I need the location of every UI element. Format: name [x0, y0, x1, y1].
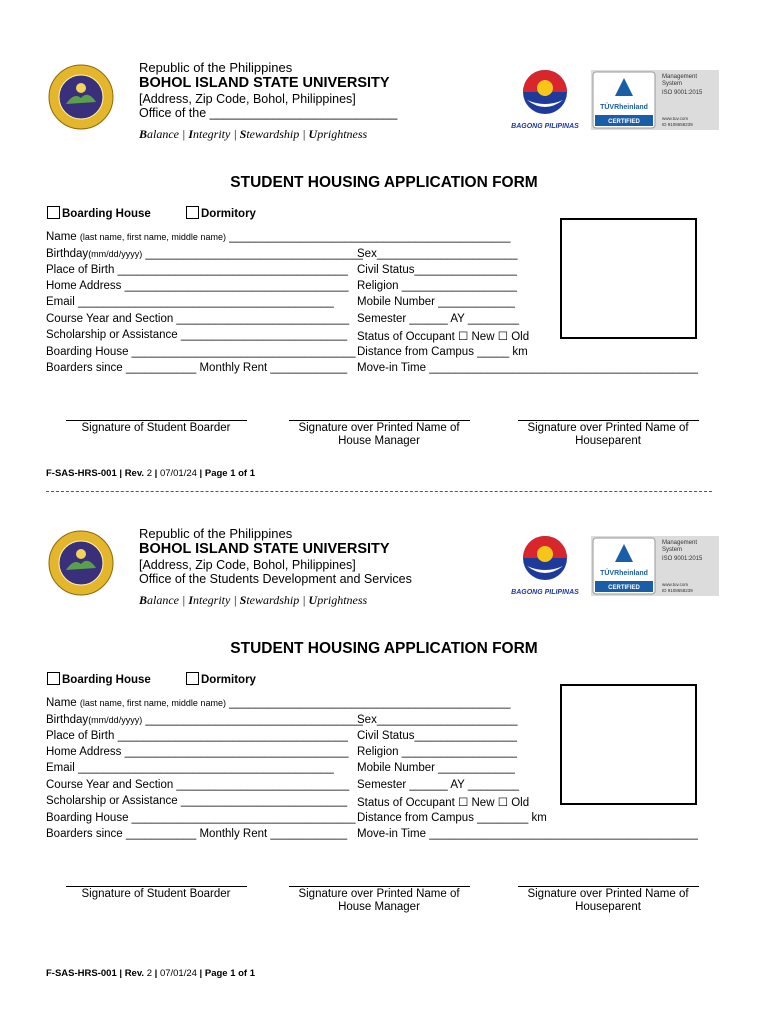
motto-sep: | — [230, 593, 240, 607]
motto-sep: | — [299, 593, 309, 607]
sig-manager-line1: Signature over Printed Name of — [298, 422, 460, 434]
checkbox-box[interactable] — [186, 672, 199, 685]
field-hint: (mm/dd/yyyy) — [88, 249, 143, 259]
footer-sep: | — [152, 968, 160, 979]
field-line: ____________________________________________ — [225, 697, 511, 709]
form-copy-top — [0, 0, 768, 500]
form-title: STUDENT HOUSING APPLICATION FORM — [230, 174, 538, 191]
dormitory-checkbox[interactable] — [186, 672, 256, 686]
bagong-pilipinas-logo-icon — [505, 530, 585, 598]
footer-code: F-SAS-HRS-001 — [46, 968, 117, 979]
republic-text: Republic of the Philippines — [139, 60, 293, 75]
field-place-of-birth[interactable] — [46, 264, 348, 276]
footer-rev-num: 2 — [144, 468, 152, 479]
form-copy-bottom — [0, 466, 768, 979]
footer-sep: | — [116, 468, 125, 479]
address-text: [Address, Zip Code, Bohol, Philippines] — [139, 92, 356, 106]
field-place-of-birth[interactable] — [46, 730, 348, 742]
university-seal-icon — [48, 530, 114, 596]
tuv-certification-icon — [591, 536, 719, 596]
field-scholarship[interactable] — [46, 795, 347, 807]
field-boarders-since[interactable] — [46, 828, 347, 840]
field-line: ________________________________________ — [74, 762, 334, 774]
field-line: __________________________ — [177, 329, 348, 341]
motto-word: ntegrity — [193, 127, 231, 141]
field-home-address[interactable] — [46, 280, 348, 292]
field-line: __________________________________ — [142, 714, 363, 726]
field-line: ____________________________________________ — [225, 231, 511, 243]
footer-sep: | — [196, 968, 205, 979]
field-distance[interactable]: Distance from Campus _____ km — [357, 346, 528, 358]
photo-box — [560, 684, 697, 805]
tuv-management: Management — [662, 74, 698, 80]
field-hint: (mm/dd/yyyy) — [88, 715, 143, 725]
field-sex[interactable]: Sex______________________ — [357, 248, 518, 260]
checkbox-box[interactable] — [47, 672, 60, 685]
field-scholarship[interactable] — [46, 329, 347, 341]
motto-word: alance — [147, 127, 180, 141]
field-line: ___________________________ — [173, 313, 350, 325]
form-title: STUDENT HOUSING APPLICATION FORM — [230, 640, 538, 657]
university-seal-icon — [48, 64, 114, 130]
field-birthday[interactable] — [46, 714, 363, 726]
motto-initial: B — [139, 127, 148, 141]
field-label: Place of Birth — [46, 730, 115, 742]
tuv-brand: TÜVRheinland — [600, 104, 648, 111]
motto-initial: U — [308, 593, 318, 607]
field-semester[interactable]: Semester ______ AY ________ — [357, 313, 519, 325]
sig-parent-line2: Houseparent — [575, 901, 641, 913]
signature-manager — [279, 422, 479, 448]
motto-word: prightness — [317, 593, 368, 607]
field-hint: (last name, first name, middle name) — [79, 698, 226, 708]
field-line: ___________ Monthly Rent ____________ — [122, 828, 348, 840]
field-civil-status[interactable]: Civil Status________________ — [357, 730, 517, 742]
tuv-certified: CERTIFIED — [608, 119, 640, 125]
tuv-certified: CERTIFIED — [608, 585, 640, 591]
field-name[interactable] — [46, 697, 511, 709]
field-line: ___________________________________ — [128, 346, 356, 358]
motto-initial: I — [188, 127, 193, 141]
field-label: Boarding House — [46, 812, 129, 824]
field-email[interactable] — [46, 762, 334, 774]
tuv-id: ID 9108658239 — [662, 122, 693, 127]
checkbox-label: Dormitory — [201, 674, 256, 686]
bagong-pilipinas-text: BAGONG PILIPINAS — [511, 589, 579, 596]
field-label: Email — [46, 762, 75, 774]
field-label: Email — [46, 296, 75, 308]
field-label: Place of Birth — [46, 264, 115, 276]
checkbox-box[interactable] — [47, 206, 60, 219]
address-text: [Address, Zip Code, Bohol, Philippines] — [139, 558, 356, 572]
form-footer — [46, 968, 255, 979]
office-prefix: Office of the — [139, 106, 207, 120]
field-email[interactable] — [46, 296, 334, 308]
tuv-url: www.tuv.com — [662, 582, 689, 587]
motto-initial: I — [188, 593, 193, 607]
field-line: __________________________________ — [142, 248, 363, 260]
office-blank: ___________________________ — [209, 106, 398, 120]
footer-date: 07/01/24 — [159, 968, 197, 979]
signature-houseparent — [508, 422, 708, 448]
dormitory-checkbox[interactable] — [186, 206, 256, 220]
field-move-in[interactable]: Move-in Time __________________________________________ — [357, 362, 698, 374]
tuv-brand: TÜVRheinland — [600, 570, 648, 577]
field-mobile[interactable]: Mobile Number ____________ — [357, 296, 515, 308]
motto-word: prightness — [317, 127, 368, 141]
field-boarders-since[interactable] — [46, 362, 347, 374]
tuv-system: System — [662, 547, 683, 553]
office-line: Office of the Students Development and Services — [139, 572, 412, 586]
motto-sep: | — [179, 593, 189, 607]
sig-manager-line2: House Manager — [338, 435, 420, 447]
motto-sep: | — [230, 127, 240, 141]
field-boarding-house[interactable] — [46, 346, 356, 358]
boarding-house-checkbox[interactable] — [47, 206, 151, 220]
field-move-in[interactable]: Move-in Time __________________________________________ — [357, 828, 698, 840]
tuv-system: System — [662, 81, 683, 87]
field-line: ___________________________ — [173, 779, 350, 791]
motto-word: tewardship — [246, 593, 300, 607]
motto-word: ntegrity — [193, 593, 231, 607]
field-course[interactable] — [46, 779, 349, 791]
motto-initial: U — [308, 127, 318, 141]
tuv-iso: ISO 9001:2015 — [662, 556, 703, 562]
signature-student: Signature of Student Boarder — [81, 888, 231, 900]
republic-text: Republic of the Philippines — [139, 526, 293, 541]
field-course[interactable] — [46, 313, 349, 325]
signature-manager — [279, 888, 479, 914]
field-label: Home Address — [46, 746, 122, 758]
sig-manager-line1: Signature over Printed Name of — [298, 888, 460, 900]
motto-word: tewardship — [246, 127, 300, 141]
field-label: Course Year and Section — [46, 313, 174, 325]
tuv-id: ID 9108658239 — [662, 588, 693, 593]
field-mobile[interactable]: Mobile Number ____________ — [357, 762, 515, 774]
field-label: Boarders since — [46, 362, 123, 374]
field-label: Course Year and Section — [46, 779, 174, 791]
bagong-pilipinas-logo-icon — [505, 64, 585, 132]
field-line: ___________________________________ — [121, 746, 349, 758]
field-label: Birthday — [46, 248, 89, 260]
footer-sep: | — [196, 468, 205, 479]
motto-initial: B — [139, 593, 148, 607]
signature-houseparent — [508, 888, 708, 914]
field-status-occupant[interactable]: Status of Occupant ☐ New ☐ Old — [357, 797, 530, 809]
motto — [139, 127, 367, 142]
field-label: Home Address — [46, 280, 122, 292]
sig-parent-line1: Signature over Printed Name of — [527, 888, 689, 900]
footer-date: 07/01/24 — [159, 468, 197, 479]
footer-rev-label: Rev. — [124, 968, 145, 979]
checkbox-label: Dormitory — [201, 208, 256, 220]
field-label: Name — [46, 697, 77, 709]
motto — [139, 593, 367, 608]
field-boarding-house[interactable] — [46, 812, 356, 824]
university-name: BOHOL ISLAND STATE UNIVERSITY — [139, 541, 390, 557]
field-line: ________________________________________ — [74, 296, 334, 308]
footer-rev-label: Rev. — [124, 468, 145, 479]
university-name: BOHOL ISLAND STATE UNIVERSITY — [139, 75, 390, 91]
footer-rev-num: 2 — [144, 968, 152, 979]
sig-parent-line1: Signature over Printed Name of — [527, 422, 689, 434]
office-line — [139, 106, 397, 120]
field-label: Scholarship or Assistance — [46, 795, 178, 807]
field-line: ___________________________________ — [128, 812, 356, 824]
field-religion[interactable]: Religion __________________ — [357, 746, 517, 758]
motto-initial: S — [239, 127, 247, 141]
boarding-house-checkbox[interactable] — [47, 672, 151, 686]
bagong-pilipinas-text: BAGONG PILIPINAS — [511, 123, 579, 130]
field-label: Boarding House — [46, 346, 129, 358]
motto-sep: | — [299, 127, 309, 141]
footer-sep: | — [116, 968, 125, 979]
field-religion[interactable]: Religion __________________ — [357, 280, 517, 292]
sig-manager-line2: House Manager — [338, 901, 420, 913]
photo-box — [560, 218, 697, 339]
field-hint: (last name, first name, middle name) — [79, 232, 226, 242]
tuv-iso: ISO 9001:2015 — [662, 90, 703, 96]
field-line: ____________________________________ — [114, 730, 348, 742]
field-line: __________________________ — [177, 795, 348, 807]
footer-page: Page 1 of 1 — [204, 468, 256, 479]
field-label: Boarders since — [46, 828, 123, 840]
field-line: ___________________________________ — [121, 280, 349, 292]
checkbox-label: Boarding House — [62, 208, 151, 220]
motto-initial: S — [239, 593, 247, 607]
field-home-address[interactable] — [46, 746, 348, 758]
sig-parent-line2: Houseparent — [575, 435, 641, 447]
tuv-url: www.tuv.com — [662, 116, 689, 121]
signature-student: Signature of Student Boarder — [81, 422, 231, 434]
footer-sep: | — [152, 468, 160, 479]
field-label: Scholarship or Assistance — [46, 329, 178, 341]
field-label: Name — [46, 231, 77, 243]
motto-word: alance — [147, 593, 180, 607]
tuv-certification-icon — [591, 70, 719, 130]
checkbox-label: Boarding House — [62, 674, 151, 686]
motto-sep: | — [179, 127, 189, 141]
tuv-management: Management — [662, 540, 698, 546]
field-birthday[interactable] — [46, 248, 363, 260]
field-sex[interactable]: Sex______________________ — [357, 714, 518, 726]
field-name[interactable] — [46, 231, 511, 243]
footer-page: Page 1 of 1 — [204, 968, 256, 979]
field-civil-status[interactable]: Civil Status________________ — [357, 264, 517, 276]
field-semester[interactable]: Semester ______ AY ________ — [357, 779, 519, 791]
footer-code: F-SAS-HRS-001 — [46, 468, 117, 479]
field-distance[interactable]: Distance from Campus ________ km — [357, 812, 547, 824]
field-line: ____________________________________ — [114, 264, 348, 276]
checkbox-box[interactable] — [186, 206, 199, 219]
field-label: Birthday — [46, 714, 89, 726]
field-line: ___________ Monthly Rent ____________ — [122, 362, 348, 374]
field-status-occupant[interactable]: Status of Occupant ☐ New ☐ Old — [357, 331, 530, 343]
